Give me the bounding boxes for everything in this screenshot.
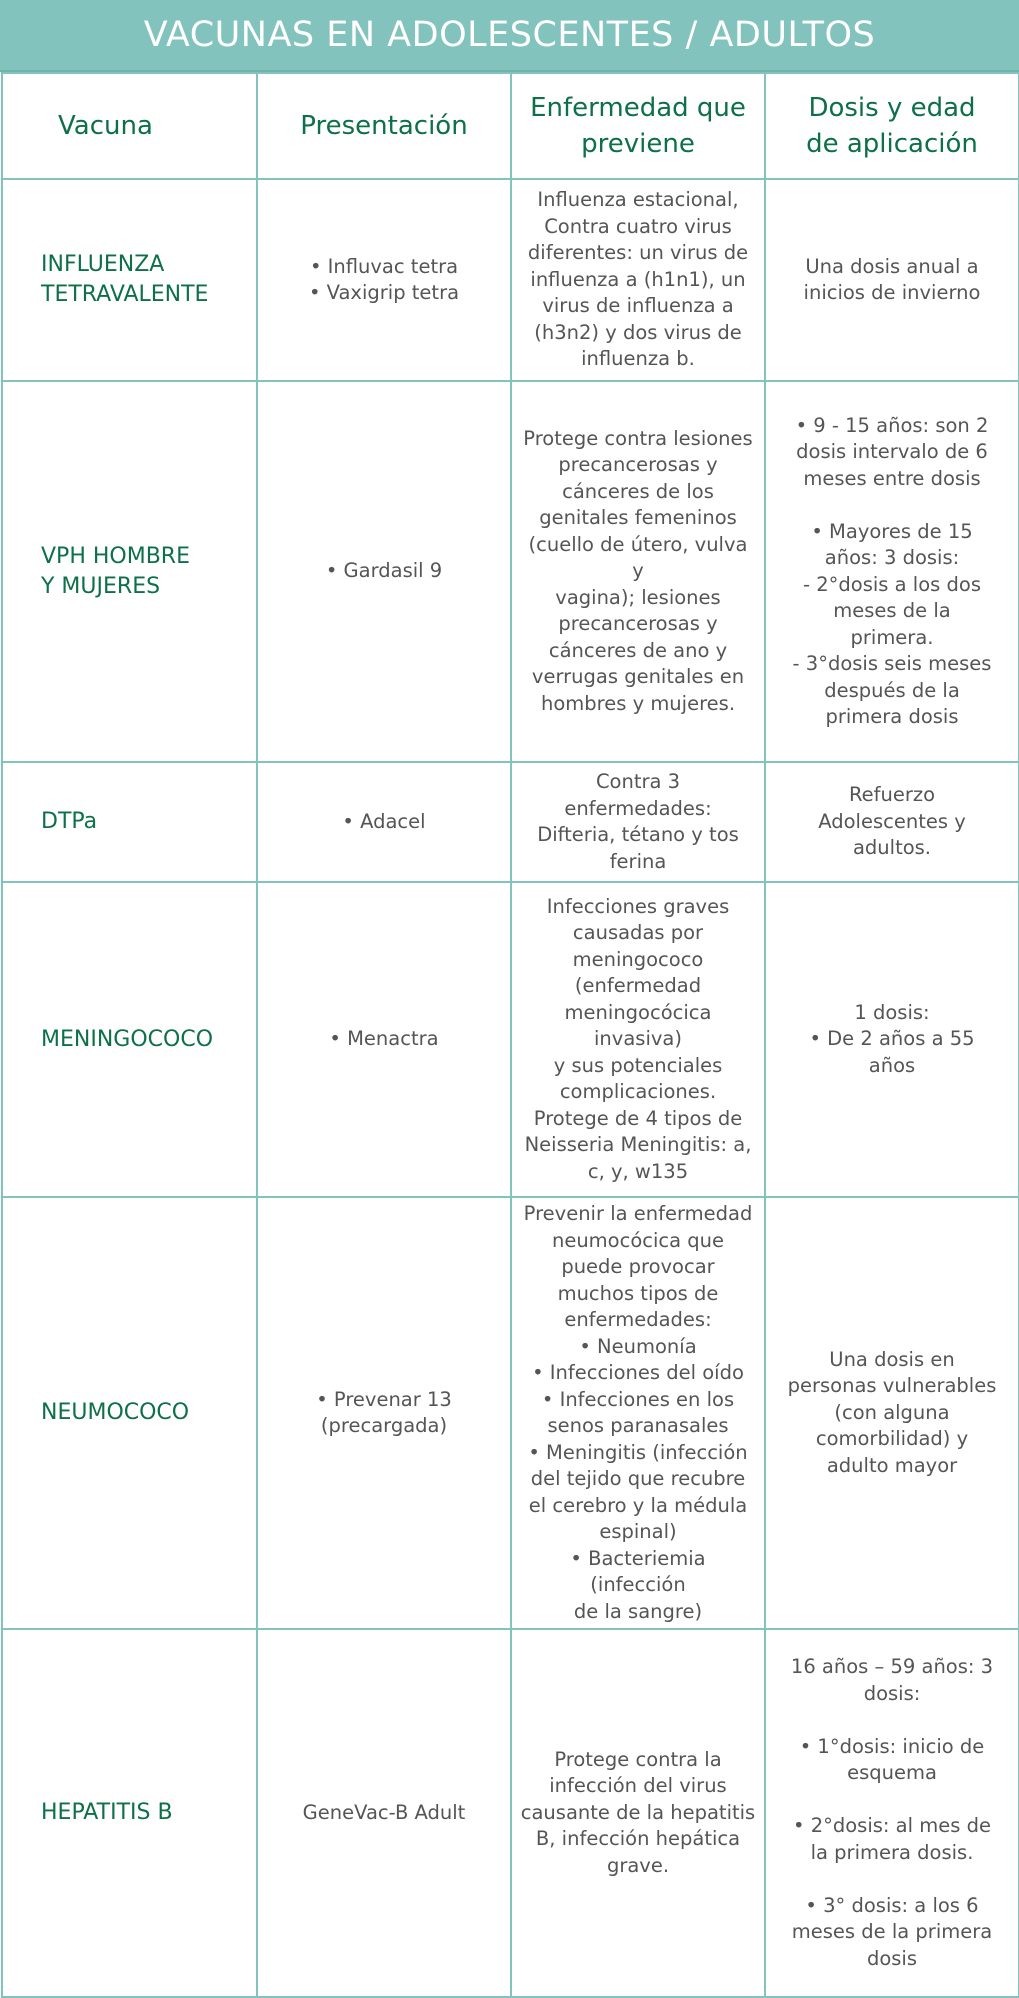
cell-enfermedad <box>511 882 765 1197</box>
cell-line: Infecciones graves <box>546 894 730 918</box>
cell-line: genitales femeninos <box>539 506 737 530</box>
cell-line: meningococo <box>572 947 704 971</box>
cell-line: infección del virus <box>549 1774 727 1798</box>
cell-line: • Adacel <box>342 809 426 833</box>
cell-line: dosis <box>866 1946 918 1970</box>
cell-line: influenza b. <box>581 347 695 371</box>
cell-line: primera. <box>850 625 934 649</box>
cell-line: • Bacteriemia (infección <box>570 1546 706 1596</box>
cell-enfermedad <box>511 762 765 882</box>
cell-line: del tejido que recubre <box>530 1467 746 1490</box>
cell-line: diferentes: un virus de <box>527 241 749 265</box>
cell-line: • Mayores de 15 <box>811 519 973 543</box>
cell-line: - 2°dosis a los dos <box>803 572 981 596</box>
cell-line: 1 dosis: <box>854 1000 930 1024</box>
cell-line: Neisseria Meningitis: a, <box>524 1133 752 1157</box>
cell-vacuna <box>2 381 257 762</box>
cell-line: Difteria, tétano y tos <box>537 823 739 846</box>
cell-line: ferina <box>609 849 667 873</box>
cell-line: virus de influenza a <box>542 294 734 318</box>
cell-dosis <box>765 1197 1019 1629</box>
cell-line: • Menactra <box>329 1027 439 1051</box>
cell-line: VPH HOMBRE <box>41 543 190 569</box>
cell-line: adulto mayor <box>826 1453 958 1477</box>
cell-line: meses de la <box>833 599 951 622</box>
cell-presentacion <box>257 381 511 762</box>
cell-line: meningocócica invasiva) <box>564 1000 712 1051</box>
page-title: VACUNAS EN ADOLESCENTES / ADULTOS <box>0 0 1019 72</box>
header-line: Vacuna <box>58 111 153 141</box>
cell-line: influenza a (h1n1), un <box>530 267 746 291</box>
cell-dosis <box>765 762 1019 882</box>
cell-line: cánceres de ano y <box>548 638 728 662</box>
header-line: Dosis y edad <box>808 93 976 123</box>
cell-line: B, infección hepática <box>535 1827 741 1851</box>
cell-line: • Neumonía <box>579 1334 697 1358</box>
cell-line: el cerebro y la médula <box>528 1493 748 1517</box>
cell-line: DTPa <box>41 809 98 834</box>
cell-enfermedad <box>511 381 765 762</box>
cell-line: años: 3 dosis: <box>824 546 960 569</box>
cell-dosis <box>765 381 1019 762</box>
cell-line: TETRAVALENTE <box>41 282 209 307</box>
cell-line: Contra 3 enfermedades: <box>564 770 712 820</box>
cell-line: • Infecciones en los <box>541 1387 735 1411</box>
table-body <box>2 179 1019 1997</box>
cell-dosis <box>765 1629 1019 1997</box>
cell-line: Una dosis anual a <box>805 254 979 278</box>
cell-line: Protege contra lesiones <box>523 426 753 450</box>
header-enfermedad <box>511 73 765 179</box>
cell-enfermedad <box>511 1197 765 1629</box>
cell-line: complicaciones. <box>559 1080 717 1104</box>
cell-line: MENINGOCOCO <box>41 1026 214 1052</box>
cell-vacuna <box>2 882 257 1197</box>
cell-dosis <box>765 882 1019 1197</box>
cell-line: Refuerzo <box>848 783 936 807</box>
cell-presentacion <box>257 762 511 882</box>
cell-line: 16 años – 59 años: 3 <box>790 1655 994 1678</box>
cell-line: personas vulnerables <box>787 1374 997 1398</box>
cell-presentacion <box>257 1197 511 1629</box>
header-dosis <box>765 73 1019 179</box>
cell-line: adultos. <box>852 836 932 860</box>
vaccine-table <box>1 72 1019 1998</box>
cell-line: • Infecciones del oído <box>532 1361 744 1384</box>
cell-line: c, y, w135 <box>587 1159 689 1183</box>
cell-line: (precargada) <box>320 1414 448 1437</box>
cell-line: Contra cuatro virus <box>544 214 732 238</box>
cell-line: (h3n2) y dos virus de <box>534 320 742 344</box>
cell-line: y sus potenciales <box>553 1053 723 1077</box>
header-line: Enfermedad que <box>530 93 746 123</box>
cell-line: Influenza estacional, <box>537 188 739 212</box>
header-line: Presentación <box>300 111 468 141</box>
cell-line: GeneVac-B Adult <box>302 1800 466 1824</box>
table-row <box>2 1629 1019 1997</box>
header-line: previene <box>581 129 695 159</box>
cell-line: NEUMOCOCO <box>41 1400 190 1425</box>
cell-enfermedad <box>511 179 765 381</box>
cell-line: (con alguna <box>834 1400 950 1424</box>
cell-line: después de la <box>824 678 960 702</box>
cell-line: • Gardasil 9 <box>325 559 443 583</box>
cell-line: de la sangre) <box>573 1599 703 1623</box>
cell-line: • 2°dosis: al mes de <box>793 1814 991 1837</box>
cell-vacuna <box>2 179 257 381</box>
cell-line: inicios de invierno <box>803 281 981 304</box>
cell-line: Protege de 4 tipos de <box>533 1106 743 1130</box>
cell-line: primera dosis <box>825 705 959 728</box>
table-row <box>2 179 1019 381</box>
cell-line: causadas por <box>572 921 704 945</box>
header-row <box>2 73 1019 179</box>
cell-line: Prevenir la enfermedad <box>523 1202 753 1225</box>
cell-line: meses entre dosis <box>803 466 981 490</box>
cell-line: (cuello de útero, vulva y <box>528 532 748 583</box>
cell-line: enfermedades: <box>564 1308 712 1331</box>
table-row <box>2 1197 1019 1629</box>
cell-line <box>774 492 1010 519</box>
cell-line: • De 2 años a 55 <box>809 1027 975 1051</box>
cell-line: precancerosas y <box>558 612 718 636</box>
cell-line: años <box>868 1053 916 1077</box>
cell-line: Protege contra la <box>554 1747 722 1771</box>
cell-line: HEPATITIS B <box>41 1800 173 1825</box>
cell-line: cánceres de los <box>562 479 714 503</box>
cell-line: causante de la hepatitis <box>520 1800 756 1824</box>
table-row <box>2 762 1019 882</box>
cell-line: • Vaxigrip tetra <box>308 281 460 304</box>
cell-line: • 9 - 15 años: son 2 <box>795 413 989 437</box>
cell-line: dosis intervalo de 6 <box>796 440 988 463</box>
cell-line <box>774 1866 1010 1893</box>
cell-line: puede provocar <box>561 1255 715 1278</box>
cell-line: • Meningitis (infección <box>528 1440 748 1464</box>
cell-presentacion <box>257 882 511 1197</box>
cell-line: verrugas genitales en <box>531 665 745 689</box>
cell-line: la primera dosis. <box>810 1840 974 1864</box>
cell-line: • Influvac tetra <box>309 254 459 278</box>
cell-vacuna <box>2 1197 257 1629</box>
cell-line: • Prevenar 13 <box>316 1387 452 1411</box>
cell-line: espinal) <box>599 1520 677 1543</box>
cell-line: (enfermedad <box>574 974 702 998</box>
cell-line: esquema <box>847 1761 937 1784</box>
cell-line: dosis: <box>863 1681 921 1705</box>
cell-line: grave. <box>606 1853 670 1877</box>
header-presentacion <box>257 73 511 179</box>
cell-presentacion <box>257 1629 511 1997</box>
cell-enfermedad <box>511 1629 765 1997</box>
cell-vacuna <box>2 1629 257 1997</box>
cell-line: muchos tipos de <box>557 1281 719 1305</box>
header-vacuna <box>2 73 257 179</box>
table-row <box>2 381 1019 762</box>
cell-line: Y MUJERES <box>41 573 161 599</box>
table-row <box>2 882 1019 1197</box>
cell-line: INFLUENZA <box>41 252 165 277</box>
cell-line: - 3°dosis seis meses <box>792 652 992 675</box>
cell-line <box>774 1707 1010 1734</box>
cell-line: Una dosis en <box>829 1347 955 1371</box>
header-line: de aplicación <box>806 129 978 159</box>
cell-line <box>774 1787 1010 1814</box>
cell-vacuna <box>2 762 257 882</box>
cell-presentacion <box>257 179 511 381</box>
cell-line: hombres y mujeres. <box>540 691 736 715</box>
cell-line: Adolescentes y <box>818 809 966 833</box>
cell-dosis <box>765 179 1019 381</box>
cell-line: vagina); lesiones <box>555 585 721 609</box>
cell-line: • 1°dosis: inicio de <box>799 1734 985 1758</box>
cell-line: meses de la primera <box>791 1920 993 1943</box>
cell-line: senos paranasales <box>547 1414 729 1437</box>
cell-line: precancerosas y <box>558 453 718 477</box>
cell-line: comorbilidad) y <box>815 1427 969 1451</box>
cell-line: neumocócica que <box>551 1228 725 1252</box>
cell-line: • 3° dosis: a los 6 <box>805 1893 979 1917</box>
